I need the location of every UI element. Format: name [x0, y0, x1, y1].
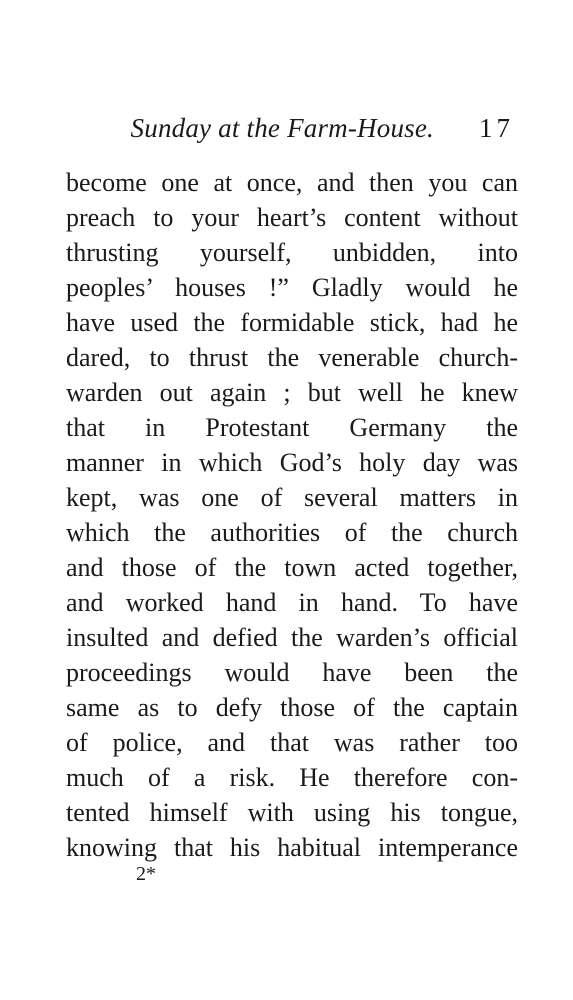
text-line: which the authorities of the church — [66, 518, 518, 547]
text-line: tented himself with using his tongue, — [66, 798, 518, 827]
running-head — [66, 108, 516, 148]
text-line: thrusting yourself, unbidden, into — [66, 238, 518, 267]
text-line: have used the formidable stick, had he — [66, 308, 518, 337]
text-line: and those of the town acted together, — [66, 553, 518, 582]
text-line: knowing that his habitual intemperance — [66, 833, 518, 862]
text-line: much of a risk. He therefore con- — [66, 763, 518, 792]
text-line: become one at once, and then you can — [66, 168, 518, 197]
text-line: proceedings would have been the — [66, 658, 518, 687]
text-line: kept, was one of several matters in — [66, 483, 518, 512]
text-line: same as to defy those of the captain — [66, 693, 518, 722]
text-line: manner in which God’s holy day was — [66, 448, 518, 477]
body-text — [66, 165, 518, 865]
running-title: Sunday at the Farm-House. — [130, 113, 434, 143]
text-line: of police, and that was rather too — [66, 728, 518, 757]
text-line: warden out again ; but well he knew — [66, 378, 518, 407]
text-line: preach to your heart’s content without — [66, 203, 518, 232]
signature-mark: 2* — [136, 863, 156, 885]
text-line: and worked hand in hand. To have — [66, 588, 518, 617]
text-line: dared, to thrust the venerable church- — [66, 343, 518, 372]
text-line: insulted and defied the warden’s official — [66, 623, 518, 652]
text-line: peoples’ houses !” Gladly would he — [66, 273, 518, 302]
page-number: 17 — [479, 113, 514, 143]
text-line: that in Protestant Germany the — [66, 413, 518, 442]
